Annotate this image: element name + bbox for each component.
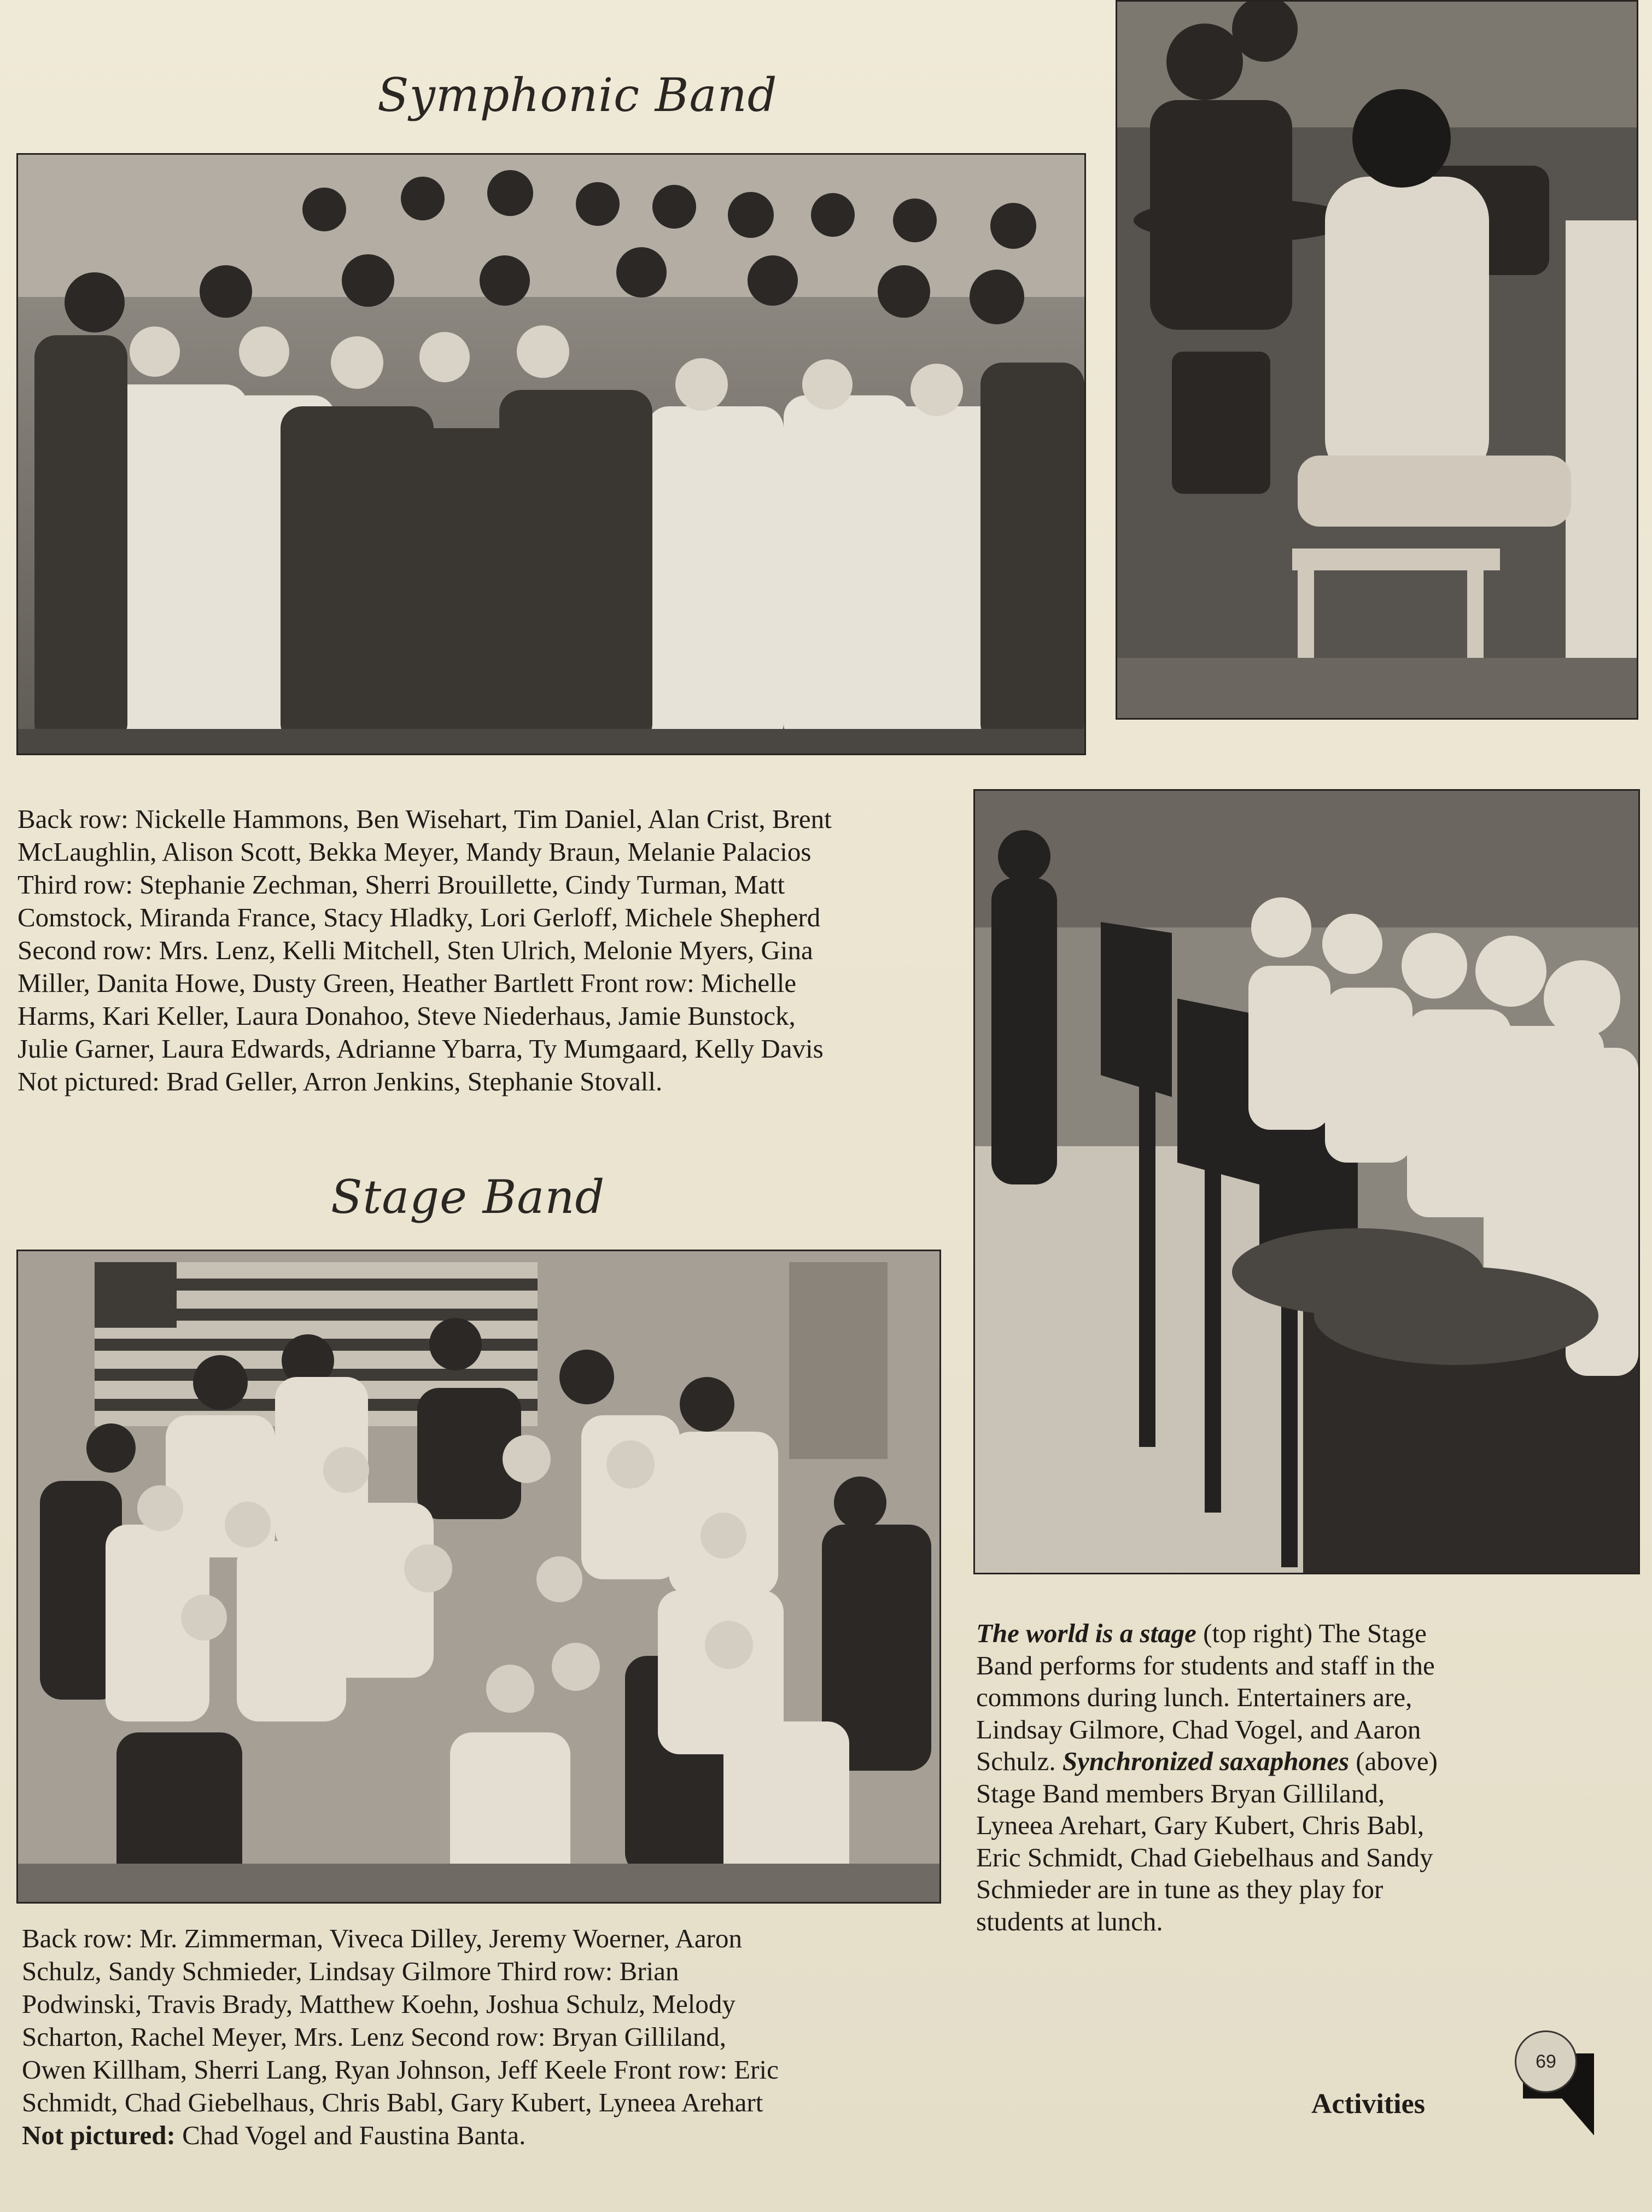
caption-line: Schmidt, Chad Giebelhaus, Chris Babl, Gary Kubert, Lyneea Arehart xyxy=(22,2087,763,2117)
caption-line: commons during lunch. Entertainers are, xyxy=(976,1682,1412,1712)
caption-line: Stage Band members Bryan Gilliland, xyxy=(976,1778,1385,1808)
caption-line: Lindsay Gilmore, Chad Vogel, and Aaron xyxy=(976,1714,1421,1744)
stage-band-performance-photo xyxy=(1116,0,1638,720)
caption-line: Back row: Mr. Zimmerman, Viveca Dilley, Jeremy Woerner, Aaron xyxy=(22,1923,742,1953)
caption-line: Miller, Danita Howe, Dusty Green, Heather Bartlett Front row: Michelle xyxy=(17,968,797,998)
caption-text: (above) xyxy=(1349,1746,1438,1776)
caption-line: Comstock, Miranda France, Stacy Hladky, Lori Gerloff, Michele Shepherd xyxy=(17,902,821,932)
caption-line: Lyneea Arehart, Gary Kubert, Chris Babl, xyxy=(976,1810,1425,1840)
caption-line: Podwinski, Travis Brady, Matthew Koehn, Joshua Schulz, Melody xyxy=(22,1989,735,2019)
caption-line: Third row: Stephanie Zechman, Sherri Brouillette, Cindy Turman, Matt xyxy=(17,869,785,900)
caption-line: Eric Schmidt, Chad Giebelhaus and Sandy xyxy=(976,1842,1433,1872)
caption-lead-synchronized-saxaphones: Synchronized saxaphones xyxy=(1062,1746,1350,1776)
caption-line: Not pictured: Brad Geller, Arron Jenkins, Stephanie Stovall. xyxy=(17,1066,663,1096)
caption-line: Schulz, Sandy Schmieder, Lindsay Gilmore Third row: Brian xyxy=(22,1956,679,1986)
caption-line: Owen Killham, Sherri Lang, Ryan Johnson, Jeff Keele Front row: Eric xyxy=(22,2055,779,2085)
symphonic-band-title: Symphonic Band xyxy=(377,68,778,122)
caption-line: McLaughlin, Alison Scott, Bekka Meyer, Mandy Braun, Melanie Palacios xyxy=(17,837,812,867)
not-pictured-label: Not pictured: xyxy=(22,2120,176,2150)
caption-line: students at lunch. xyxy=(976,1906,1163,1936)
symphonic-band-caption xyxy=(17,803,955,1098)
page-number: 69 xyxy=(1515,2030,1577,2093)
caption-line: Second row: Mrs. Lenz, Kelli Mitchell, Sten Ulrich, Melonie Myers, Gina xyxy=(17,935,813,965)
caption-lead-world-is-a-stage: The world is a stage xyxy=(976,1618,1196,1648)
caption-line: Harms, Kari Keller, Laura Donahoo, Steve Niederhaus, Jamie Bunstock, xyxy=(17,1001,796,1031)
synchronized-saxophones-photo xyxy=(973,789,1640,1574)
caption-line: Band performs for students and staff in the xyxy=(976,1650,1435,1680)
side-caption xyxy=(976,1618,1591,1937)
not-pictured-text: Chad Vogel and Faustina Banta. xyxy=(175,2120,526,2150)
stage-band-caption xyxy=(22,1922,880,2152)
caption-text: Schulz. xyxy=(976,1746,1063,1776)
caption-line: Scharton, Rachel Meyer, Mrs. Lenz Second row: Bryan Gilliland, xyxy=(22,2022,727,2052)
caption-line: Back row: Nickelle Hammons, Ben Wisehart, Tim Daniel, Alan Crist, Brent xyxy=(17,804,832,834)
stage-band-title: Stage Band xyxy=(331,1170,605,1224)
section-label: Activities xyxy=(1311,2088,1425,2120)
stage-band-photo xyxy=(16,1250,941,1904)
caption-text: (top right) The Stage xyxy=(1196,1618,1427,1648)
symphonic-band-photo xyxy=(16,153,1086,755)
caption-line: Schmieder are in tune as they play for xyxy=(976,1874,1384,1904)
caption-line: Julie Garner, Laura Edwards, Adrianne Ybarra, Ty Mumgaard, Kelly Davis xyxy=(17,1034,824,1064)
